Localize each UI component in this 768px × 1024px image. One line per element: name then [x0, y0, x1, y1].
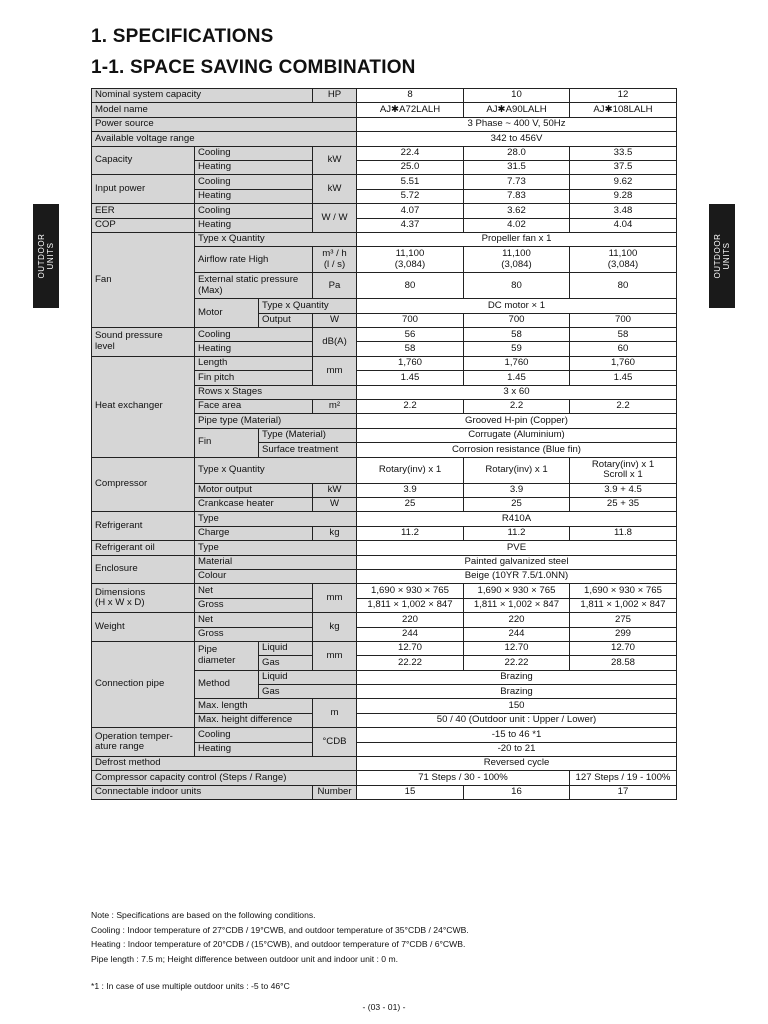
- value-cell: 2.2: [357, 400, 464, 414]
- section-title: 1. SPECIFICATIONS: [91, 26, 274, 47]
- value-cell: -20 to 21: [357, 742, 677, 756]
- specifications-table: [91, 88, 677, 800]
- row-header-cell: Type x Quantity: [259, 299, 357, 313]
- table-row: [92, 785, 677, 799]
- value-cell: 1,690 × 930 × 765: [357, 584, 464, 598]
- value-cell: 700: [357, 313, 464, 327]
- row-header-cell: Motor: [195, 299, 259, 328]
- value-cell: Beige (10YR 7.5/1.0NN): [357, 569, 677, 583]
- value-cell: Brazing: [357, 685, 677, 699]
- row-header-cell: Refrigerant oil: [92, 541, 195, 555]
- row-header-cell: Pipe type (Material): [195, 414, 357, 428]
- row-header-cell: Cooling: [195, 204, 313, 218]
- row-header-cell: Compressor capacity control (Steps / Range): [92, 771, 357, 785]
- row-header-cell: kg: [313, 526, 357, 540]
- value-cell: 28.0: [464, 146, 570, 160]
- row-header-cell: Weight: [92, 613, 195, 642]
- table-row: [92, 757, 677, 771]
- row-header-cell: Crankcase heater: [195, 497, 313, 511]
- value-cell: 1,811 × 1,002 × 847: [357, 598, 464, 612]
- table-row: [92, 103, 677, 117]
- table-row: [92, 232, 677, 246]
- value-cell: 11,100 (3,084): [357, 247, 464, 273]
- value-cell: 11,100 (3,084): [570, 247, 677, 273]
- side-tab-label: UNITS: [722, 242, 731, 270]
- value-cell: 12.70: [464, 641, 570, 655]
- value-cell: 11.2: [357, 526, 464, 540]
- row-header-cell: Liquid: [259, 641, 313, 655]
- row-header-cell: Cooling: [195, 728, 313, 742]
- row-header-cell: Compressor: [92, 457, 195, 512]
- value-cell: Corrugate (Aluminium): [357, 428, 677, 442]
- row-header-cell: Motor output: [195, 483, 313, 497]
- table-row: [92, 512, 677, 526]
- note-line: Heating : Indoor temperature of 20°CDB / (15°CWB), and outdoor temperature of 7°CDB / 6°CWB.: [91, 939, 466, 950]
- row-header-cell: Power source: [92, 117, 357, 131]
- row-header-cell: COP: [92, 218, 195, 232]
- value-cell: 7.83: [464, 189, 570, 203]
- value-cell: 5.51: [357, 175, 464, 189]
- row-header-cell: Surface treatment: [259, 443, 357, 457]
- value-cell: 1,811 × 1,002 × 847: [464, 598, 570, 612]
- row-header-cell: Model name: [92, 103, 357, 117]
- side-tab-right: [709, 204, 735, 308]
- table-row: [92, 457, 677, 483]
- row-header-cell: Type: [195, 541, 357, 555]
- value-cell: 59: [464, 342, 570, 356]
- value-cell: 700: [570, 313, 677, 327]
- page-number: - (03 - 01) -: [362, 1002, 406, 1012]
- value-cell: 22.4: [357, 146, 464, 160]
- value-cell: 7.73: [464, 175, 570, 189]
- table-row: [92, 584, 677, 598]
- value-cell: 58: [357, 342, 464, 356]
- value-cell: Painted galvanized steel: [357, 555, 677, 569]
- row-header-cell: W: [313, 313, 357, 327]
- row-header-cell: mm: [313, 641, 357, 670]
- row-header-cell: Gross: [195, 627, 313, 641]
- row-header-cell: Fin: [195, 428, 259, 457]
- row-header-cell: Available voltage range: [92, 132, 357, 146]
- value-cell: 33.5: [570, 146, 677, 160]
- row-header-cell: Net: [195, 613, 313, 627]
- value-cell: 4.07: [357, 204, 464, 218]
- value-cell: 220: [464, 613, 570, 627]
- row-header-cell: Heating: [195, 189, 313, 203]
- value-cell: 1.45: [464, 371, 570, 385]
- row-header-cell: Colour: [195, 569, 357, 583]
- value-cell: 3.62: [464, 204, 570, 218]
- row-header-cell: Cooling: [195, 146, 313, 160]
- value-cell: 25 + 35: [570, 497, 677, 511]
- value-cell: 244: [464, 627, 570, 641]
- value-cell: Propeller fan x 1: [357, 232, 677, 246]
- value-cell: Rotary(inv) x 1: [357, 457, 464, 483]
- value-cell: AJ✱A90LALH: [464, 103, 570, 117]
- value-cell: 58: [570, 328, 677, 342]
- row-header-cell: Input power: [92, 175, 195, 204]
- row-header-cell: Sound pressure level: [92, 328, 195, 357]
- value-cell: Rotary(inv) x 1: [464, 457, 570, 483]
- row-header-cell: Charge: [195, 526, 313, 540]
- value-cell: 11.8: [570, 526, 677, 540]
- value-cell: 11,100 (3,084): [464, 247, 570, 273]
- value-cell: 12.70: [357, 641, 464, 655]
- value-cell: 5.72: [357, 189, 464, 203]
- note-line: Cooling : Indoor temperature of 27°CDB / 19°CWB, and outdoor temperature of 35°CDB / 24°CWB.: [91, 924, 469, 935]
- value-cell: 220: [357, 613, 464, 627]
- side-tab-label: OUTDOOR: [37, 233, 46, 279]
- row-header-cell: mm: [313, 356, 357, 385]
- row-header-cell: W: [313, 497, 357, 511]
- row-header-cell: Defrost method: [92, 757, 357, 771]
- table-row: [92, 641, 677, 655]
- value-cell: 80: [570, 273, 677, 299]
- table-row: [92, 218, 677, 232]
- row-header-cell: m: [313, 699, 357, 728]
- row-header-cell: m³ / h (l / s): [313, 247, 357, 273]
- row-header-cell: Gas: [259, 656, 313, 670]
- value-cell: 16: [464, 785, 570, 799]
- table-row: [92, 728, 677, 742]
- side-tab-left: [33, 204, 59, 308]
- row-header-cell: °CDB: [313, 728, 357, 757]
- row-header-cell: Cooling: [195, 175, 313, 189]
- value-cell: 22.22: [357, 656, 464, 670]
- value-cell: 342 to 456V: [357, 132, 677, 146]
- footnote: *1 : In case of use multiple outdoor units : -5 to 46°C: [91, 981, 290, 991]
- row-header-cell: Gas: [259, 685, 357, 699]
- value-cell: 1.45: [570, 371, 677, 385]
- row-header-cell: Pipe diameter: [195, 641, 259, 670]
- value-cell: 11.2: [464, 526, 570, 540]
- value-cell: 12.70: [570, 641, 677, 655]
- row-header-cell: Pa: [313, 273, 357, 299]
- row-header-cell: Nominal system capacity: [92, 89, 313, 103]
- row-header-cell: Liquid: [259, 670, 357, 684]
- value-cell: 2.2: [464, 400, 570, 414]
- table-row: [92, 146, 677, 160]
- value-cell: 1,690 × 930 × 765: [570, 584, 677, 598]
- row-header-cell: Heating: [195, 742, 313, 756]
- row-header-cell: Dimensions (H x W x D): [92, 584, 195, 613]
- row-header-cell: Type (Material): [259, 428, 357, 442]
- value-cell: 9.28: [570, 189, 677, 203]
- table-row: [92, 356, 677, 370]
- value-cell: R410A: [357, 512, 677, 526]
- value-cell: 1,760: [570, 356, 677, 370]
- value-cell: Reversed cycle: [357, 757, 677, 771]
- row-header-cell: External static pressure (Max): [195, 273, 313, 299]
- side-tab-label: OUTDOOR: [713, 233, 722, 279]
- note-line: Note : Specifications are based on the following conditions.: [91, 910, 316, 920]
- value-cell: 80: [464, 273, 570, 299]
- row-header-cell: Connectable indoor units: [92, 785, 313, 799]
- value-cell: 275: [570, 613, 677, 627]
- notes: [91, 908, 469, 966]
- row-header-cell: Length: [195, 356, 313, 370]
- value-cell: 58: [464, 328, 570, 342]
- table-row: [92, 175, 677, 189]
- row-header-cell: Type x Quantity: [195, 457, 357, 483]
- row-header-cell: dB(A): [313, 328, 357, 357]
- value-cell: 17: [570, 785, 677, 799]
- value-cell: 9.62: [570, 175, 677, 189]
- table-row: [92, 328, 677, 342]
- value-cell: 2.2: [570, 400, 677, 414]
- value-cell: 4.37: [357, 218, 464, 232]
- value-cell: 4.02: [464, 218, 570, 232]
- value-cell: 3.9: [464, 483, 570, 497]
- value-cell: 8: [357, 89, 464, 103]
- row-header-cell: kW: [313, 175, 357, 204]
- value-cell: 50 / 40 (Outdoor unit : Upper / Lower): [357, 713, 677, 727]
- table-row: [92, 132, 677, 146]
- row-header-cell: kg: [313, 613, 357, 642]
- row-header-cell: Fin pitch: [195, 371, 313, 385]
- table-row: [92, 613, 677, 627]
- value-cell: 244: [357, 627, 464, 641]
- value-cell: AJ✱A72LALH: [357, 103, 464, 117]
- value-cell: 25.0: [357, 160, 464, 174]
- row-header-cell: Heat exchanger: [92, 356, 195, 457]
- row-header-cell: Airflow rate High: [195, 247, 313, 273]
- subsection-title: 1-1. SPACE SAVING COMBINATION: [91, 57, 416, 78]
- row-header-cell: Operation temper- ature range: [92, 728, 195, 757]
- row-header-cell: Gross: [195, 598, 313, 612]
- value-cell: 71 Steps / 30 - 100%: [357, 771, 570, 785]
- table-row: [92, 555, 677, 569]
- row-header-cell: Method: [195, 670, 259, 699]
- row-header-cell: Rows x Stages: [195, 385, 357, 399]
- value-cell: Grooved H-pin (Copper): [357, 414, 677, 428]
- value-cell: 1,760: [357, 356, 464, 370]
- row-header-cell: W / W: [313, 204, 357, 233]
- row-header-cell: Fan: [92, 232, 195, 327]
- row-header-cell: Capacity: [92, 146, 195, 175]
- specifications-table-body: [92, 89, 677, 800]
- value-cell: 12: [570, 89, 677, 103]
- row-header-cell: kW: [313, 146, 357, 175]
- value-cell: 25: [357, 497, 464, 511]
- value-cell: 150: [357, 699, 677, 713]
- value-cell: AJ✱108LALH: [570, 103, 677, 117]
- table-row: [92, 771, 677, 785]
- value-cell: 22.22: [464, 656, 570, 670]
- value-cell: 1,811 × 1,002 × 847: [570, 598, 677, 612]
- value-cell: 25: [464, 497, 570, 511]
- value-cell: 10: [464, 89, 570, 103]
- row-header-cell: kW: [313, 483, 357, 497]
- table-row: [92, 204, 677, 218]
- value-cell: 127 Steps / 19 - 100%: [570, 771, 677, 785]
- value-cell: 31.5: [464, 160, 570, 174]
- value-cell: 3.48: [570, 204, 677, 218]
- row-header-cell: HP: [313, 89, 357, 103]
- value-cell: 60: [570, 342, 677, 356]
- table-row: [92, 117, 677, 131]
- value-cell: 4.04: [570, 218, 677, 232]
- table-row: [92, 89, 677, 103]
- value-cell: 299: [570, 627, 677, 641]
- row-header-cell: Max. height difference: [195, 713, 313, 727]
- value-cell: DC motor × 1: [357, 299, 677, 313]
- row-header-cell: Max. length: [195, 699, 313, 713]
- row-header-cell: Output: [259, 313, 313, 327]
- row-header-cell: m²: [313, 400, 357, 414]
- row-header-cell: Refrigerant: [92, 512, 195, 541]
- row-header-cell: Enclosure: [92, 555, 195, 584]
- value-cell: -15 to 46 *1: [357, 728, 677, 742]
- value-cell: 15: [357, 785, 464, 799]
- row-header-cell: Face area: [195, 400, 313, 414]
- value-cell: 1,760: [464, 356, 570, 370]
- row-header-cell: EER: [92, 204, 195, 218]
- row-header-cell: Net: [195, 584, 313, 598]
- value-cell: Corrosion resistance (Blue fin): [357, 443, 677, 457]
- table-row: [92, 541, 677, 555]
- value-cell: 3 Phase ~ 400 V, 50Hz: [357, 117, 677, 131]
- row-header-cell: Type: [195, 512, 357, 526]
- value-cell: Rotary(inv) x 1 Scroll x 1: [570, 457, 677, 483]
- value-cell: Brazing: [357, 670, 677, 684]
- row-header-cell: Cooling: [195, 328, 313, 342]
- value-cell: PVE: [357, 541, 677, 555]
- side-tab-label: UNITS: [46, 242, 55, 270]
- row-header-cell: Heating: [195, 218, 313, 232]
- row-header-cell: Material: [195, 555, 357, 569]
- row-header-cell: Type x Quantity: [195, 232, 357, 246]
- value-cell: 3.9 + 4.5: [570, 483, 677, 497]
- row-header-cell: mm: [313, 584, 357, 613]
- row-header-cell: Number: [313, 785, 357, 799]
- row-header-cell: Connection pipe: [92, 641, 195, 727]
- note-line: Pipe length : 7.5 m; Height difference between outdoor unit and indoor unit : 0 m.: [91, 953, 399, 964]
- value-cell: 3 x 60: [357, 385, 677, 399]
- value-cell: 56: [357, 328, 464, 342]
- row-header-cell: Heating: [195, 160, 313, 174]
- value-cell: 37.5: [570, 160, 677, 174]
- value-cell: 3.9: [357, 483, 464, 497]
- value-cell: 1,690 × 930 × 765: [464, 584, 570, 598]
- row-header-cell: Heating: [195, 342, 313, 356]
- value-cell: 700: [464, 313, 570, 327]
- value-cell: 28.58: [570, 656, 677, 670]
- value-cell: 1.45: [357, 371, 464, 385]
- value-cell: 80: [357, 273, 464, 299]
